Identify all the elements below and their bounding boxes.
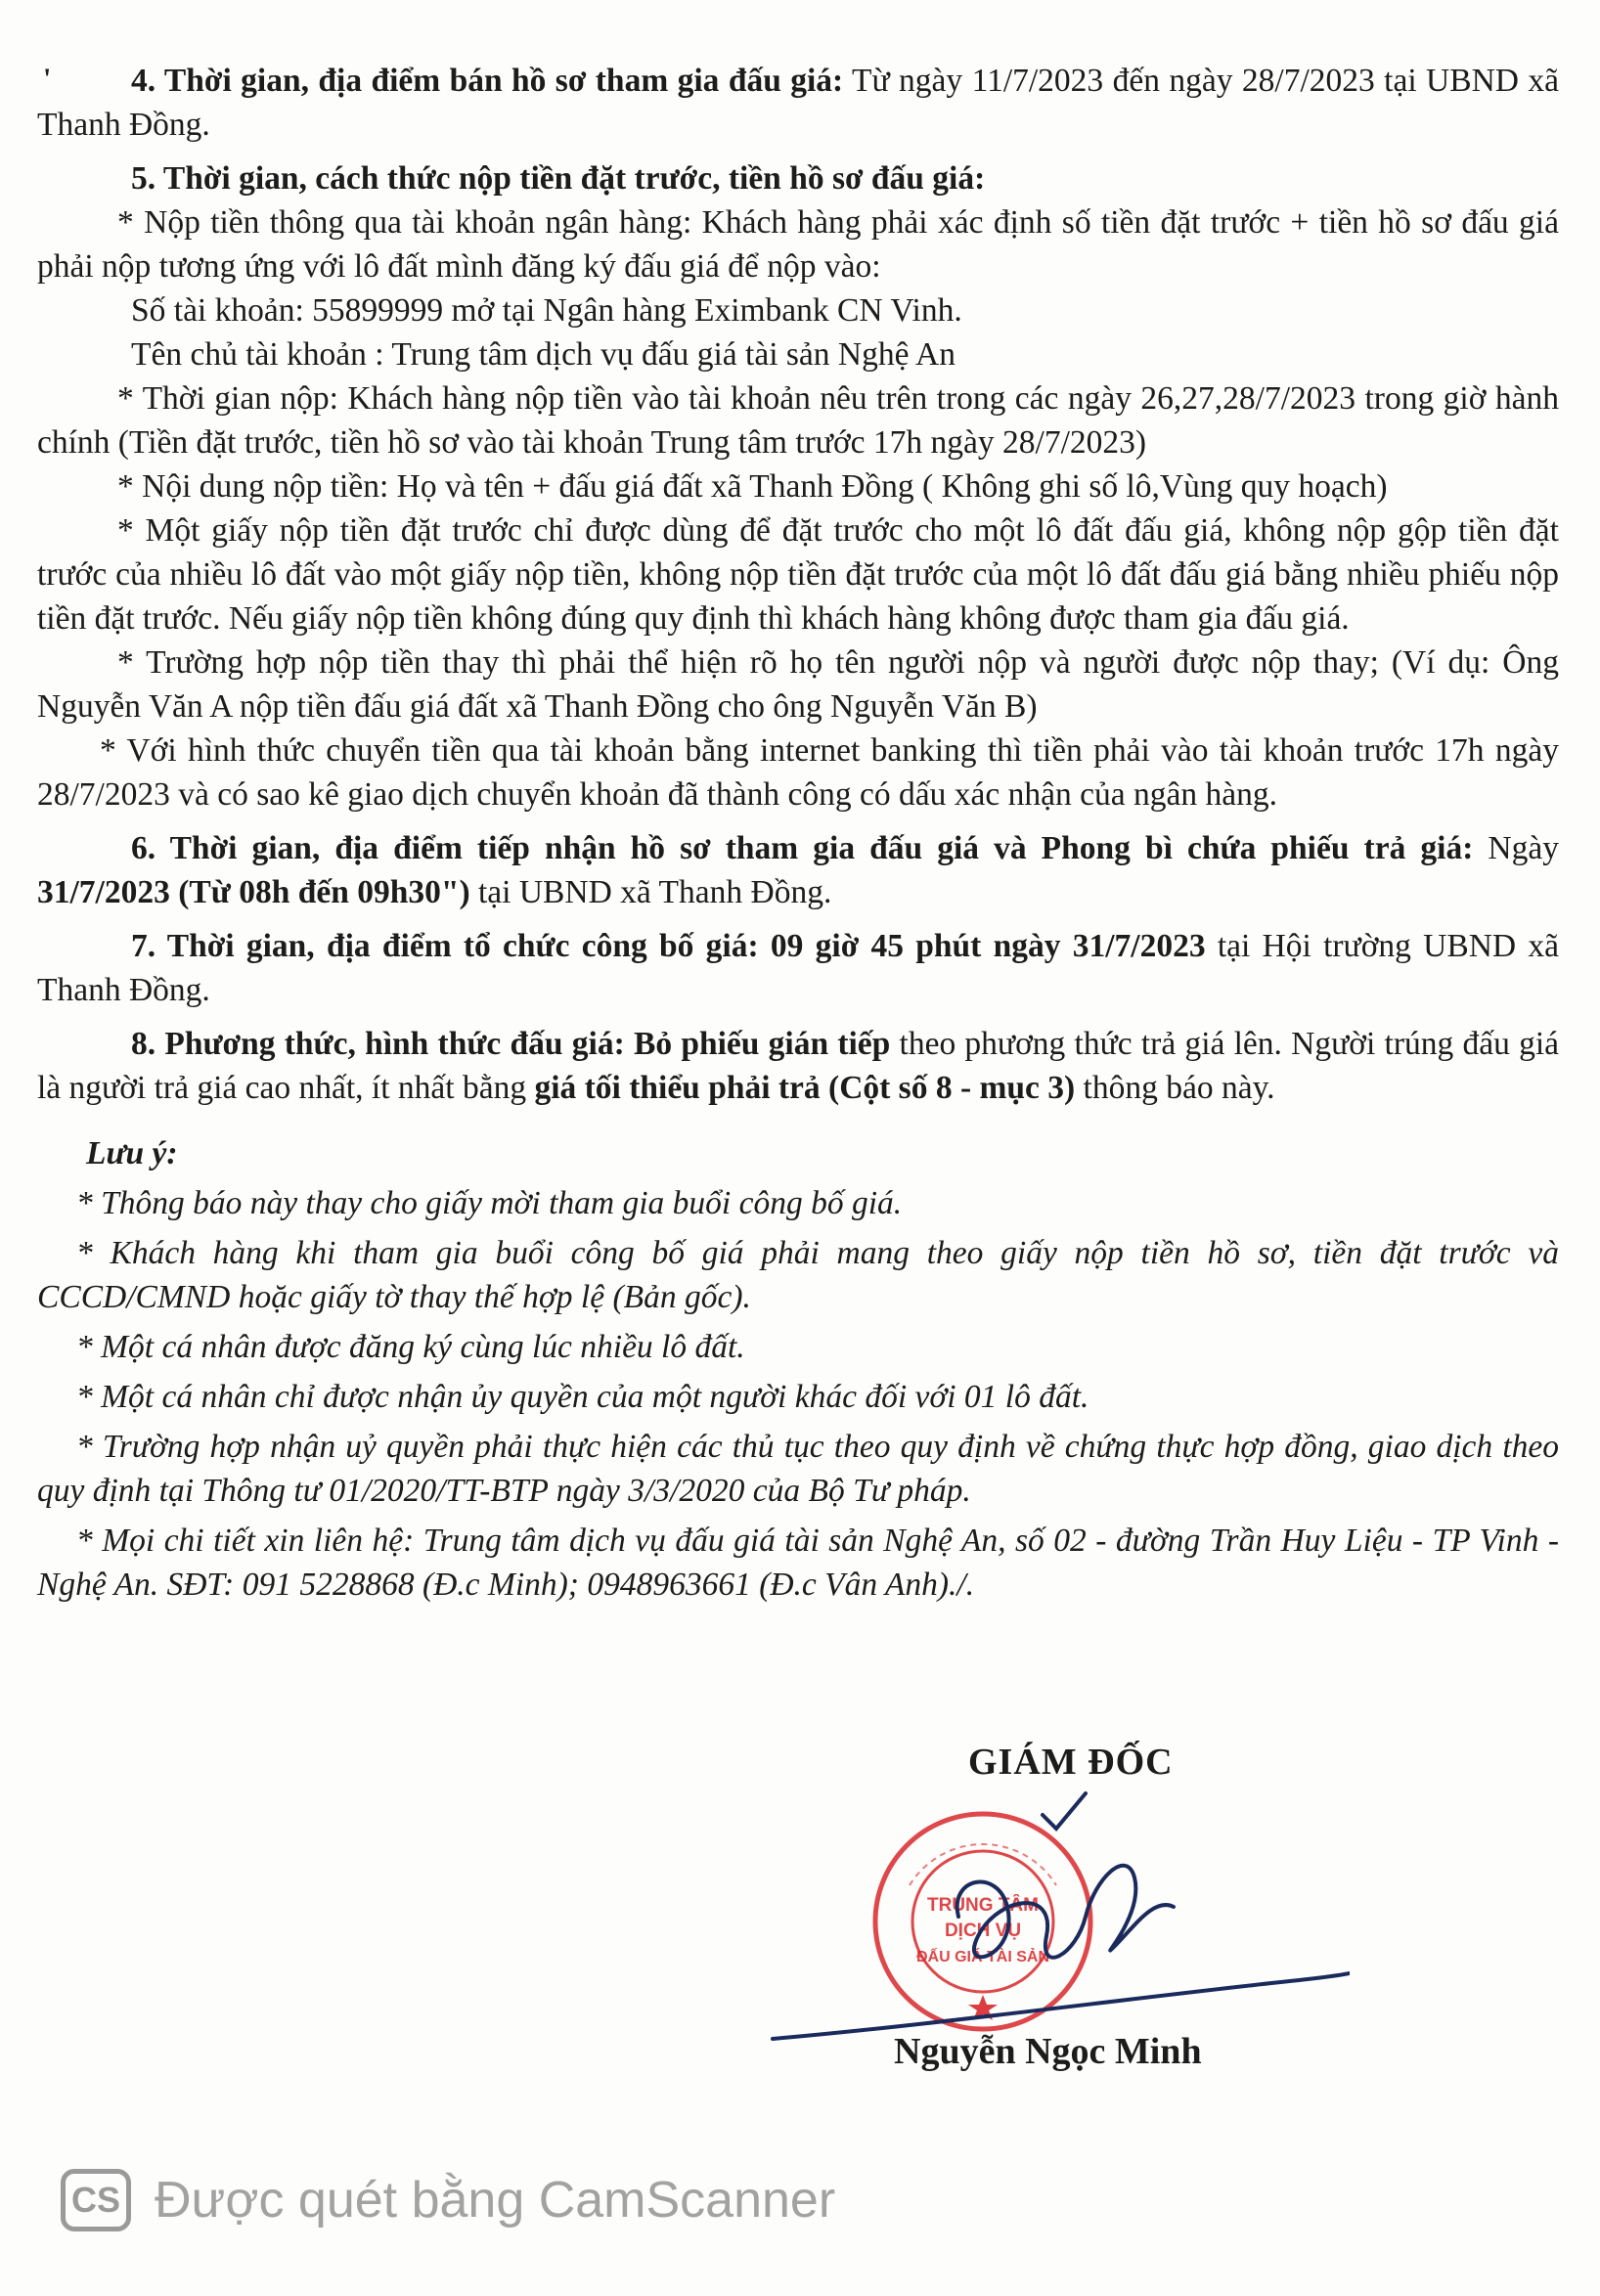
camscanner-logo-icon: CS: [61, 2169, 131, 2231]
section-4: [37, 59, 1559, 147]
section-5-deposit-rule: * Một giấy nộp tiền đặt trước chỉ được dùng để đặt trước cho một lô đất đấu giá, không nộp gộp tiền đặt trước của nhiều lô đất vào một giấy nộp tiền, không nộp tiền đặt trước của một lô đất đấu giá bằng nhiều phiếu nộp tiền đặt trước. Nếu giấy nộp tiền không đúng quy định thì khách hàng không được tham gia đấu giá.: [37, 512, 1559, 637]
svg-text:DỊCH VỤ: DỊCH VỤ: [944, 1921, 1022, 1941]
section-6-place: tại UBND xã Thanh Đồng.: [469, 874, 832, 910]
section-4-text: Từ ngày 11/7/2023 đến ngày 28/7/2023 tại UBND xã Thanh Đồng.: [37, 63, 1559, 143]
scan-mark: ': [43, 63, 52, 95]
section-8: [37, 1022, 1559, 1110]
signature-block: [763, 1731, 1350, 2102]
director-title: GIÁM ĐỐC: [968, 1742, 1174, 1783]
section-5-internet-banking: * Với hình thức chuyển tiền qua tài khoản bằng internet banking thì tiền phải vào tài khoản trước 17h ngày 28/7/2023 và có sao kê giao dịch chuyển khoản đã thành công có dấu xác nhận của ngân hàng.: [37, 732, 1559, 813]
section-5-heading: [37, 156, 1559, 200]
svg-text:ĐẤU GIÁ TÀI SẢN: ĐẤU GIÁ TÀI SẢN: [916, 1949, 1049, 1965]
section-4-heading: 4. Thời gian, địa điểm bán hồ sơ tham gia đấu giá:: [131, 63, 844, 99]
note-item: * Một cá nhân chỉ được nhận ủy quyền của một người khác đối với 01 lô đất.: [76, 1379, 1089, 1415]
section-8-min-price: giá tối thiểu phải trả (Cột số 8 - mục 3): [534, 1070, 1076, 1106]
section-7-text: tại Hội trường UBND xã Thanh Đồng.: [37, 928, 1559, 1008]
section-5-proxy-payment: * Trường hợp nộp tiền thay thì phải thể hiện rõ họ tên người nộp và người được nộp thay; (Ví dụ: Ông Nguyễn Văn A nộp tiền đấu giá đất xã Thanh Đồng cho ông Nguyễn Văn B): [37, 644, 1559, 725]
section-6-heading: 6. Thời gian, địa điểm tiếp nhận hồ sơ tham gia đấu giá và Phong bì chứa phiếu trả giá:: [131, 830, 1474, 866]
section-5-payment-time: * Thời gian nộp: Khách hàng nộp tiền vào tài khoản nêu trên trong các ngày 26,27,28/7/2023 trong giờ hành chính (Tiền đặt trước, tiền hồ sơ vào tài khoản Trung tâm trước 17h ngày 28/7/2023): [37, 380, 1559, 461]
camscanner-text: Được quét bằng CamScanner: [155, 2172, 836, 2229]
svg-text:TRUNG TÂM: TRUNG TÂM: [927, 1895, 1039, 1916]
section-8-text: theo phương thức trả giá lên. Người trúng đấu giá là người trả giá cao nhất, ít nhất bằng: [37, 1026, 1559, 1106]
section-5-payment-content: * Nội dung nộp tiền: Họ và tên + đấu giá đất xã Thanh Đồng ( Không ghi số lô,Vùng quy hoạch): [117, 468, 1388, 505]
section-8-end: thông báo này.: [1075, 1070, 1275, 1106]
section-6-date: 31/7/2023 (Từ 08h đến 09h30"): [37, 874, 470, 910]
section-6: [37, 826, 1559, 914]
note-item: * Trường hợp nhận uỷ quyền phải thực hiện các thủ tục theo quy định về chứng thực hợp đồng, giao dịch theo quy định tại Thông tư 01/2020/TT-BTP ngày 3/3/2020 của Bộ Tư pháp.: [37, 1429, 1559, 1509]
section-5-heading-text: 5. Thời gian, cách thức nộp tiền đặt trước, tiền hồ sơ đấu giá:: [131, 160, 986, 197]
document-body: [37, 59, 1559, 1607]
section-5-bank-payment: * Nộp tiền thông qua tài khoản ngân hàng: Khách hàng phải xác định số tiền đặt trước + tiền hồ sơ đấu giá phải nộp tương ứng với lô đất mình đăng ký đấu giá để nộp vào:: [37, 204, 1559, 285]
section-7-heading: 7. Thời gian, địa điểm tổ chức công bố giá: 09 giờ 45 phút ngày 31/7/2023: [131, 928, 1206, 964]
section-7: [37, 924, 1559, 1012]
handwritten-signature: [763, 1770, 1350, 2063]
section-8-heading: 8. Phương thức, hình thức đấu giá: Bỏ phiếu gián tiếp: [131, 1026, 891, 1062]
notes-title: Lưu ý:: [86, 1135, 178, 1171]
director-name: Nguyễn Ngọc Minh: [894, 2031, 1202, 2072]
note-item: * Một cá nhân được đăng ký cùng lúc nhiều lô đất.: [76, 1329, 745, 1365]
account-owner: Tên chủ tài khoản : Trung tâm dịch vụ đấu giá tài sản Nghệ An: [131, 336, 956, 373]
note-item: * Thông báo này thay cho giấy mời tham gia buổi công bố giá.: [76, 1185, 903, 1221]
note-item: * Mọi chi tiết xin liên hệ: Trung tâm dịch vụ đấu giá tài sản Nghệ An, số 02 - đường Trần Huy Liệu - TP Vinh - Nghệ An. SĐT: 091 5228868 (Đ.c Minh); 0948963661 (Đ.c Vân Anh)./.: [37, 1523, 1559, 1603]
camscanner-watermark: [61, 2163, 835, 2237]
note-item: * Khách hàng khi tham gia buổi công bố giá phải mang theo giấy nộp tiền hồ sơ, tiền đặt trước và CCCD/CMND hoặc giấy tờ thay thế hợp lệ (Bản gốc).: [37, 1235, 1559, 1315]
account-number: Số tài khoản: 55899999 mở tại Ngân hàng Eximbank CN Vinh.: [131, 292, 962, 329]
section-6-text: Ngày: [1473, 830, 1559, 866]
